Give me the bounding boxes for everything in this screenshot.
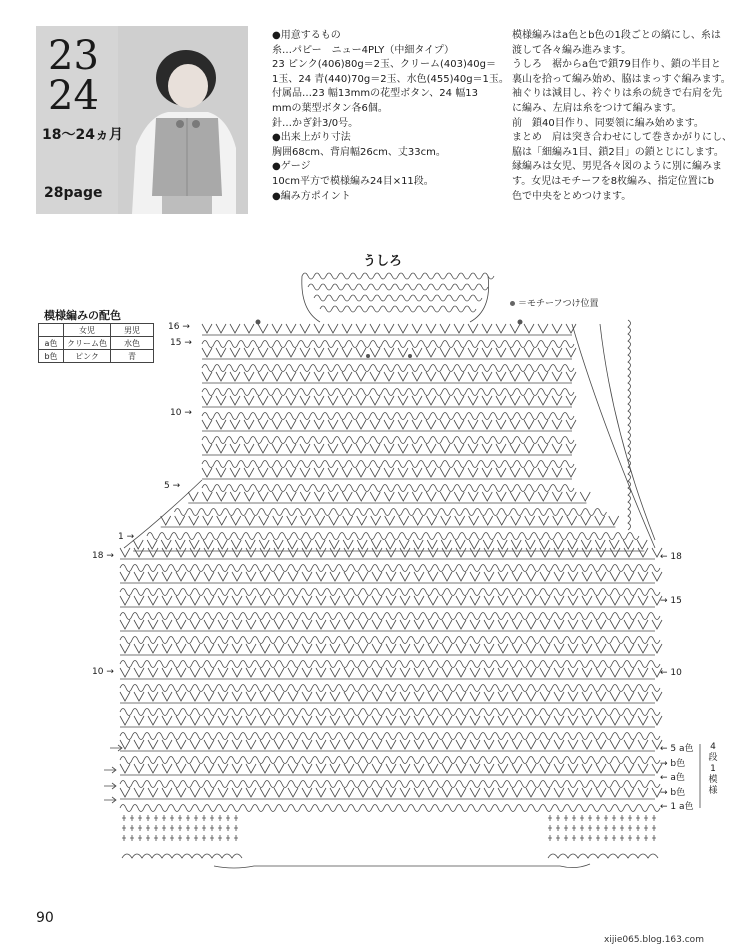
row-label-right: ← a色 xyxy=(660,773,685,783)
color-table-header-cell xyxy=(39,324,64,337)
materials-line: ●出来上がり寸法 xyxy=(272,132,351,144)
materials-line: ●用意するもの xyxy=(272,30,341,41)
child-photo xyxy=(118,26,248,214)
instruction-line: 渡して各々編み進みます。 xyxy=(512,44,632,56)
materials-line: mmの葉型ボタン各6個。 xyxy=(272,102,388,114)
age-range: 18〜24ヵ月 xyxy=(42,127,123,143)
page-reference: 28page xyxy=(44,185,103,201)
row-label-right: ← 10 xyxy=(660,668,682,678)
motif-position-dot xyxy=(408,354,412,358)
row-label-left: 18 → xyxy=(92,551,114,561)
color-table-row xyxy=(39,337,154,350)
materials-column xyxy=(272,29,509,204)
motif-position-dot xyxy=(518,320,523,325)
color-table-header-cell: 女児 xyxy=(64,324,111,337)
materials-line: 胸囲68cm、背肩幅26cm、丈33cm。 xyxy=(272,146,446,158)
instruction-line: 袖ぐりは減目し、衿ぐりは糸の続きで右肩を先 xyxy=(512,88,722,100)
row-label-left: 15 → xyxy=(170,338,192,348)
row-label-right: ← 5 a色 xyxy=(660,744,694,754)
color-table-title: 模様編みの配色 xyxy=(44,309,121,322)
instruction-line: す。女児はモチーフを8枚編み、指定位置にb xyxy=(512,175,715,187)
pattern-repeat-note: 4段1模様 xyxy=(708,742,718,796)
page-number: 90 xyxy=(36,910,54,926)
color-table-cell: ピンク xyxy=(64,350,111,363)
motif-position-dot xyxy=(256,320,261,325)
materials-line: ●編み方ポイント xyxy=(272,190,351,202)
instruction-line: 縁編みは女児、男児各々図のように別に編みま xyxy=(512,161,722,173)
instruction-line: 脇は「細編み1目、鎖2目」の鎖とじにします。 xyxy=(512,146,724,158)
row-label-right: ← 18 xyxy=(660,552,682,562)
instruction-line: うしろ 裾からa色で鎖79目作り、鎖の半目と xyxy=(512,59,721,71)
color-table-row xyxy=(39,350,154,363)
materials-line: 1玉、24 青(440)70g＝2玉、水色(455)40g＝1玉。 xyxy=(272,73,509,85)
row-label-left: 16 → xyxy=(168,322,190,332)
diagram-title: うしろ xyxy=(363,254,403,269)
materials-line: 23 ピンク(406)80g＝2玉、クリーム(403)40g＝ xyxy=(272,59,496,71)
issue-number-23: 23 xyxy=(48,33,99,79)
instruction-line: 色で中央をとめつけます。 xyxy=(512,190,632,202)
color-table xyxy=(38,323,154,363)
instruction-line: 前 鎖40目作り、同要領に編み始めます。 xyxy=(512,117,704,129)
motif-legend-text: ＝モチーフつけ位置 xyxy=(518,299,599,309)
site-credit: xijie065.blog.163.com xyxy=(604,935,704,945)
issue-number-24: 24 xyxy=(48,73,99,119)
row-label-right: → 15 xyxy=(660,596,682,606)
color-table-cell: クリーム色 xyxy=(64,337,111,350)
materials-line: 糸…パピー ニュー4PLY（中細タイプ） xyxy=(272,44,454,56)
materials-line: 10cm平方で模様編み24目×11段。 xyxy=(272,175,434,187)
row-label-left: 10 → xyxy=(92,667,114,677)
instructions-column xyxy=(512,29,732,204)
row-label-left: 10 → xyxy=(170,408,192,418)
instruction-line: まとめ 肩は突き合わせにして巻きかがりにし、 xyxy=(512,132,732,144)
instruction-line: 裏山を拾って編み始め、脇はまっすぐ編みます。 xyxy=(512,73,731,85)
instruction-line: 模様編みはa色とb色の1段ごとの縞にし、糸は xyxy=(512,30,721,41)
motif-dot-icon xyxy=(510,301,515,306)
row-label-right: ← 1 a色 xyxy=(660,802,694,812)
row-label-right: → b色 xyxy=(660,759,686,769)
row-label-right: → b色 xyxy=(660,788,686,798)
color-table-cell: a色 xyxy=(39,337,64,350)
row-label-left: 5 → xyxy=(164,481,181,491)
color-table-header xyxy=(39,324,154,337)
color-table-cell: b色 xyxy=(39,350,64,363)
row-label-left: 1 → xyxy=(118,532,135,542)
instruction-line: に編み、左肩は糸をつけて編みます。 xyxy=(512,102,682,114)
materials-line: 付属品…23 幅13mmの花型ボタン、24 幅13 xyxy=(272,88,478,100)
motif-position-dot xyxy=(366,354,370,358)
materials-line: 針…かぎ針3/0号。 xyxy=(272,117,359,129)
color-table-cell: 青 xyxy=(111,350,154,363)
motif-legend xyxy=(510,296,599,309)
color-table-header-cell: 男児 xyxy=(111,324,154,337)
color-table-cell: 水色 xyxy=(111,337,154,350)
materials-line: ●ゲージ xyxy=(272,161,311,173)
